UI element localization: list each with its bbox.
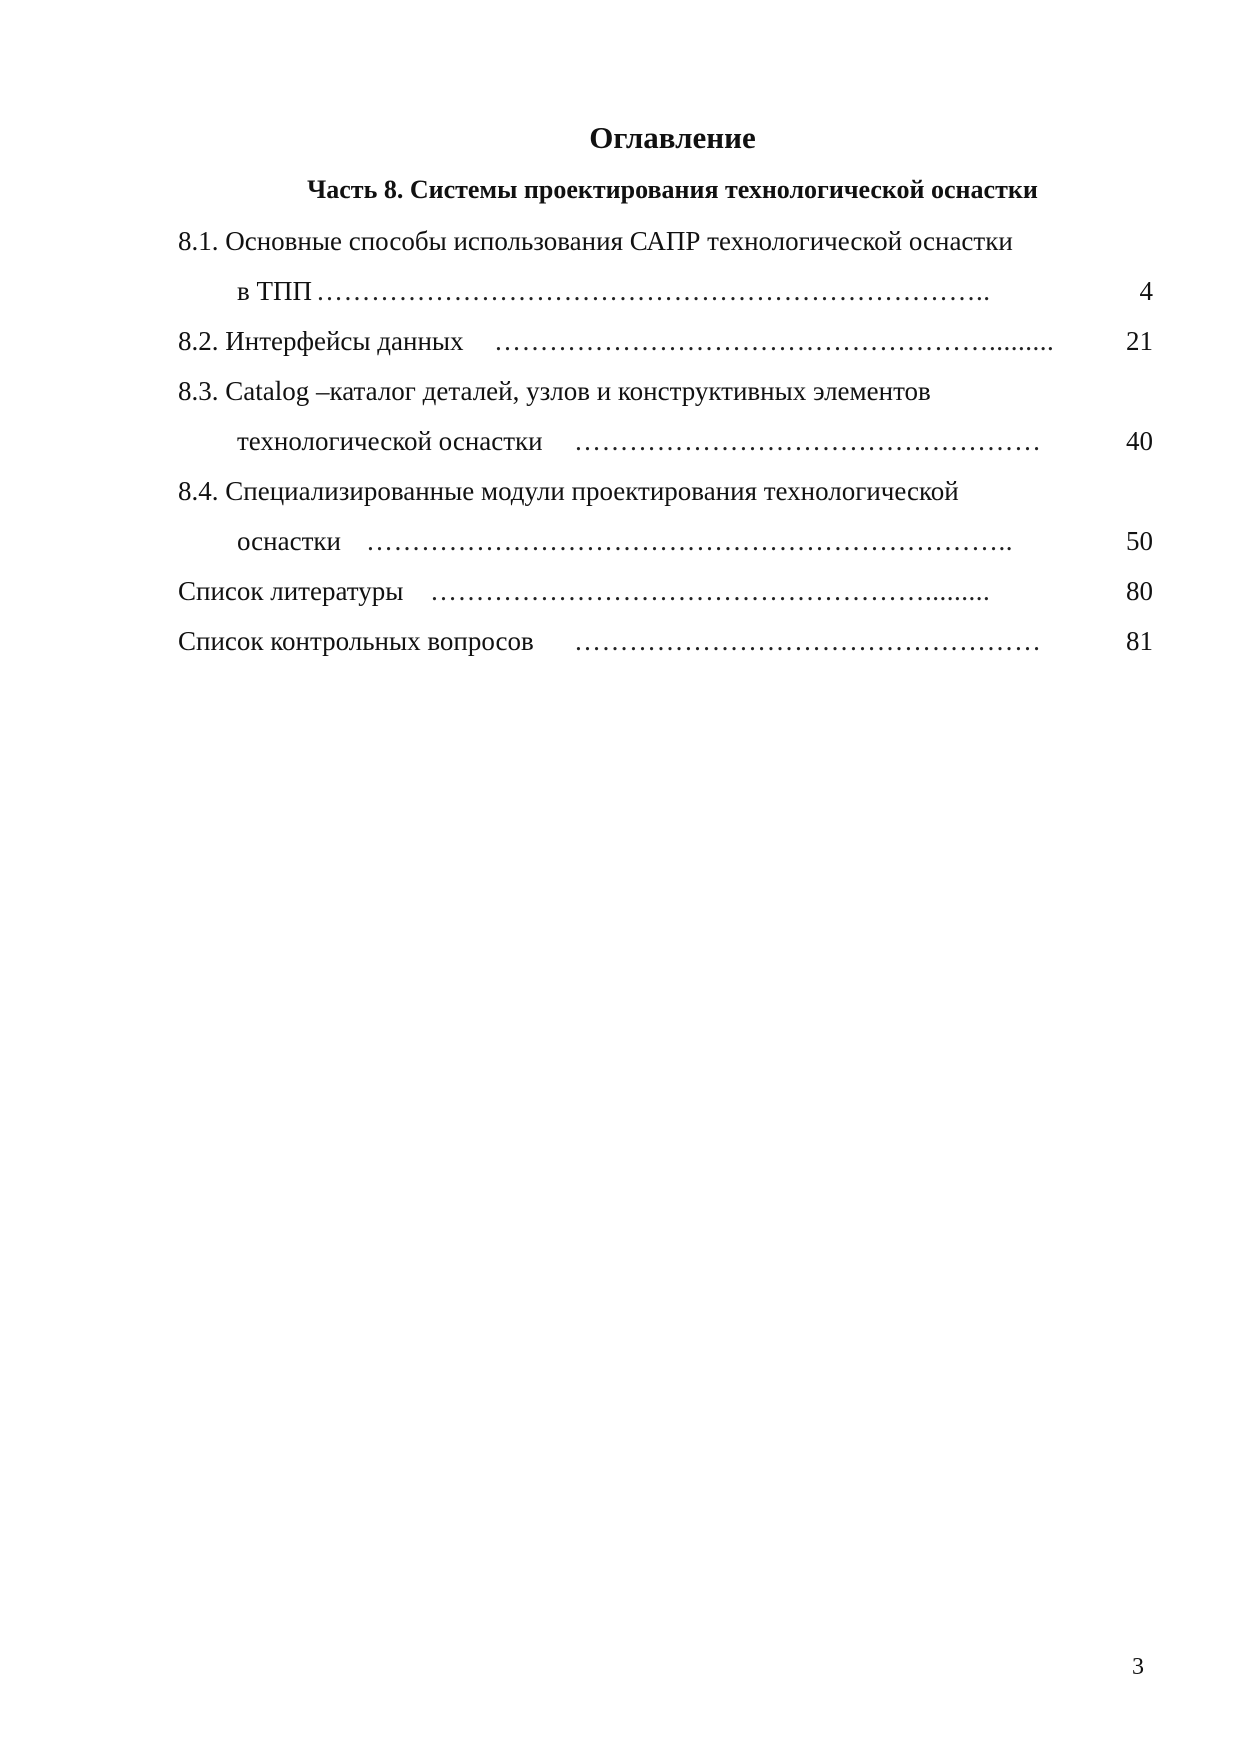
table-of-contents — [178, 221, 1153, 671]
toc-page-number: 21 — [1126, 326, 1153, 356]
toc-leader-dots: ……………………………………………………………….. — [316, 276, 991, 306]
toc-entry-text: Список контрольных вопросов — [178, 626, 534, 656]
toc-line-8-4-title — [178, 471, 1153, 521]
toc-entry-text: Список литературы — [178, 576, 404, 606]
toc-entry-text: 8.1. Основные способы использования САПР технологической оснастки — [178, 226, 1013, 256]
toc-entry-text: 8.3. Catalog –каталог деталей, узлов и конструктивных элементов — [178, 376, 931, 406]
toc-line-literature[interactable] — [178, 571, 1153, 621]
toc-page-number: 81 — [1126, 626, 1153, 656]
toc-line-8-2[interactable] — [178, 321, 1153, 371]
toc-leader-dots: …………………………………………………………….. — [366, 526, 1013, 556]
part-title: Часть 8. Системы проектирования технологической оснастки — [307, 175, 1038, 204]
toc-leader-dots: …………………………………………… — [574, 626, 1042, 656]
toc-entry-text: 8.2. Интерфейсы данных — [178, 326, 464, 356]
toc-heading: Оглавление — [589, 120, 756, 155]
toc-entry-text: оснастки — [237, 526, 341, 556]
toc-page-number: 50 — [1126, 526, 1153, 556]
toc-leader-dots: …………………………………………… — [574, 426, 1042, 456]
toc-page-number: 40 — [1126, 426, 1153, 456]
toc-line-questions[interactable] — [178, 621, 1153, 671]
page-number: 3 — [1132, 1654, 1144, 1680]
toc-leader-dots: ………………………………………………......... — [494, 326, 1055, 356]
toc-entry-text: в ТПП — [237, 276, 312, 306]
toc-line-8-3-title — [178, 371, 1153, 421]
toc-page-number: 80 — [1126, 576, 1153, 606]
toc-entry-text: 8.4. Специализированные модули проектирования технологической — [178, 476, 959, 506]
toc-line-8-3[interactable] — [178, 421, 1153, 471]
toc-line-8-1[interactable] — [178, 271, 1153, 321]
toc-line-8-4[interactable] — [178, 521, 1153, 571]
toc-line-8-1-title — [178, 221, 1153, 271]
toc-page-number: 4 — [1139, 276, 1153, 306]
toc-entry-text: технологической оснастки — [237, 426, 543, 456]
toc-leader-dots: ………………………………………………......... — [430, 576, 991, 606]
